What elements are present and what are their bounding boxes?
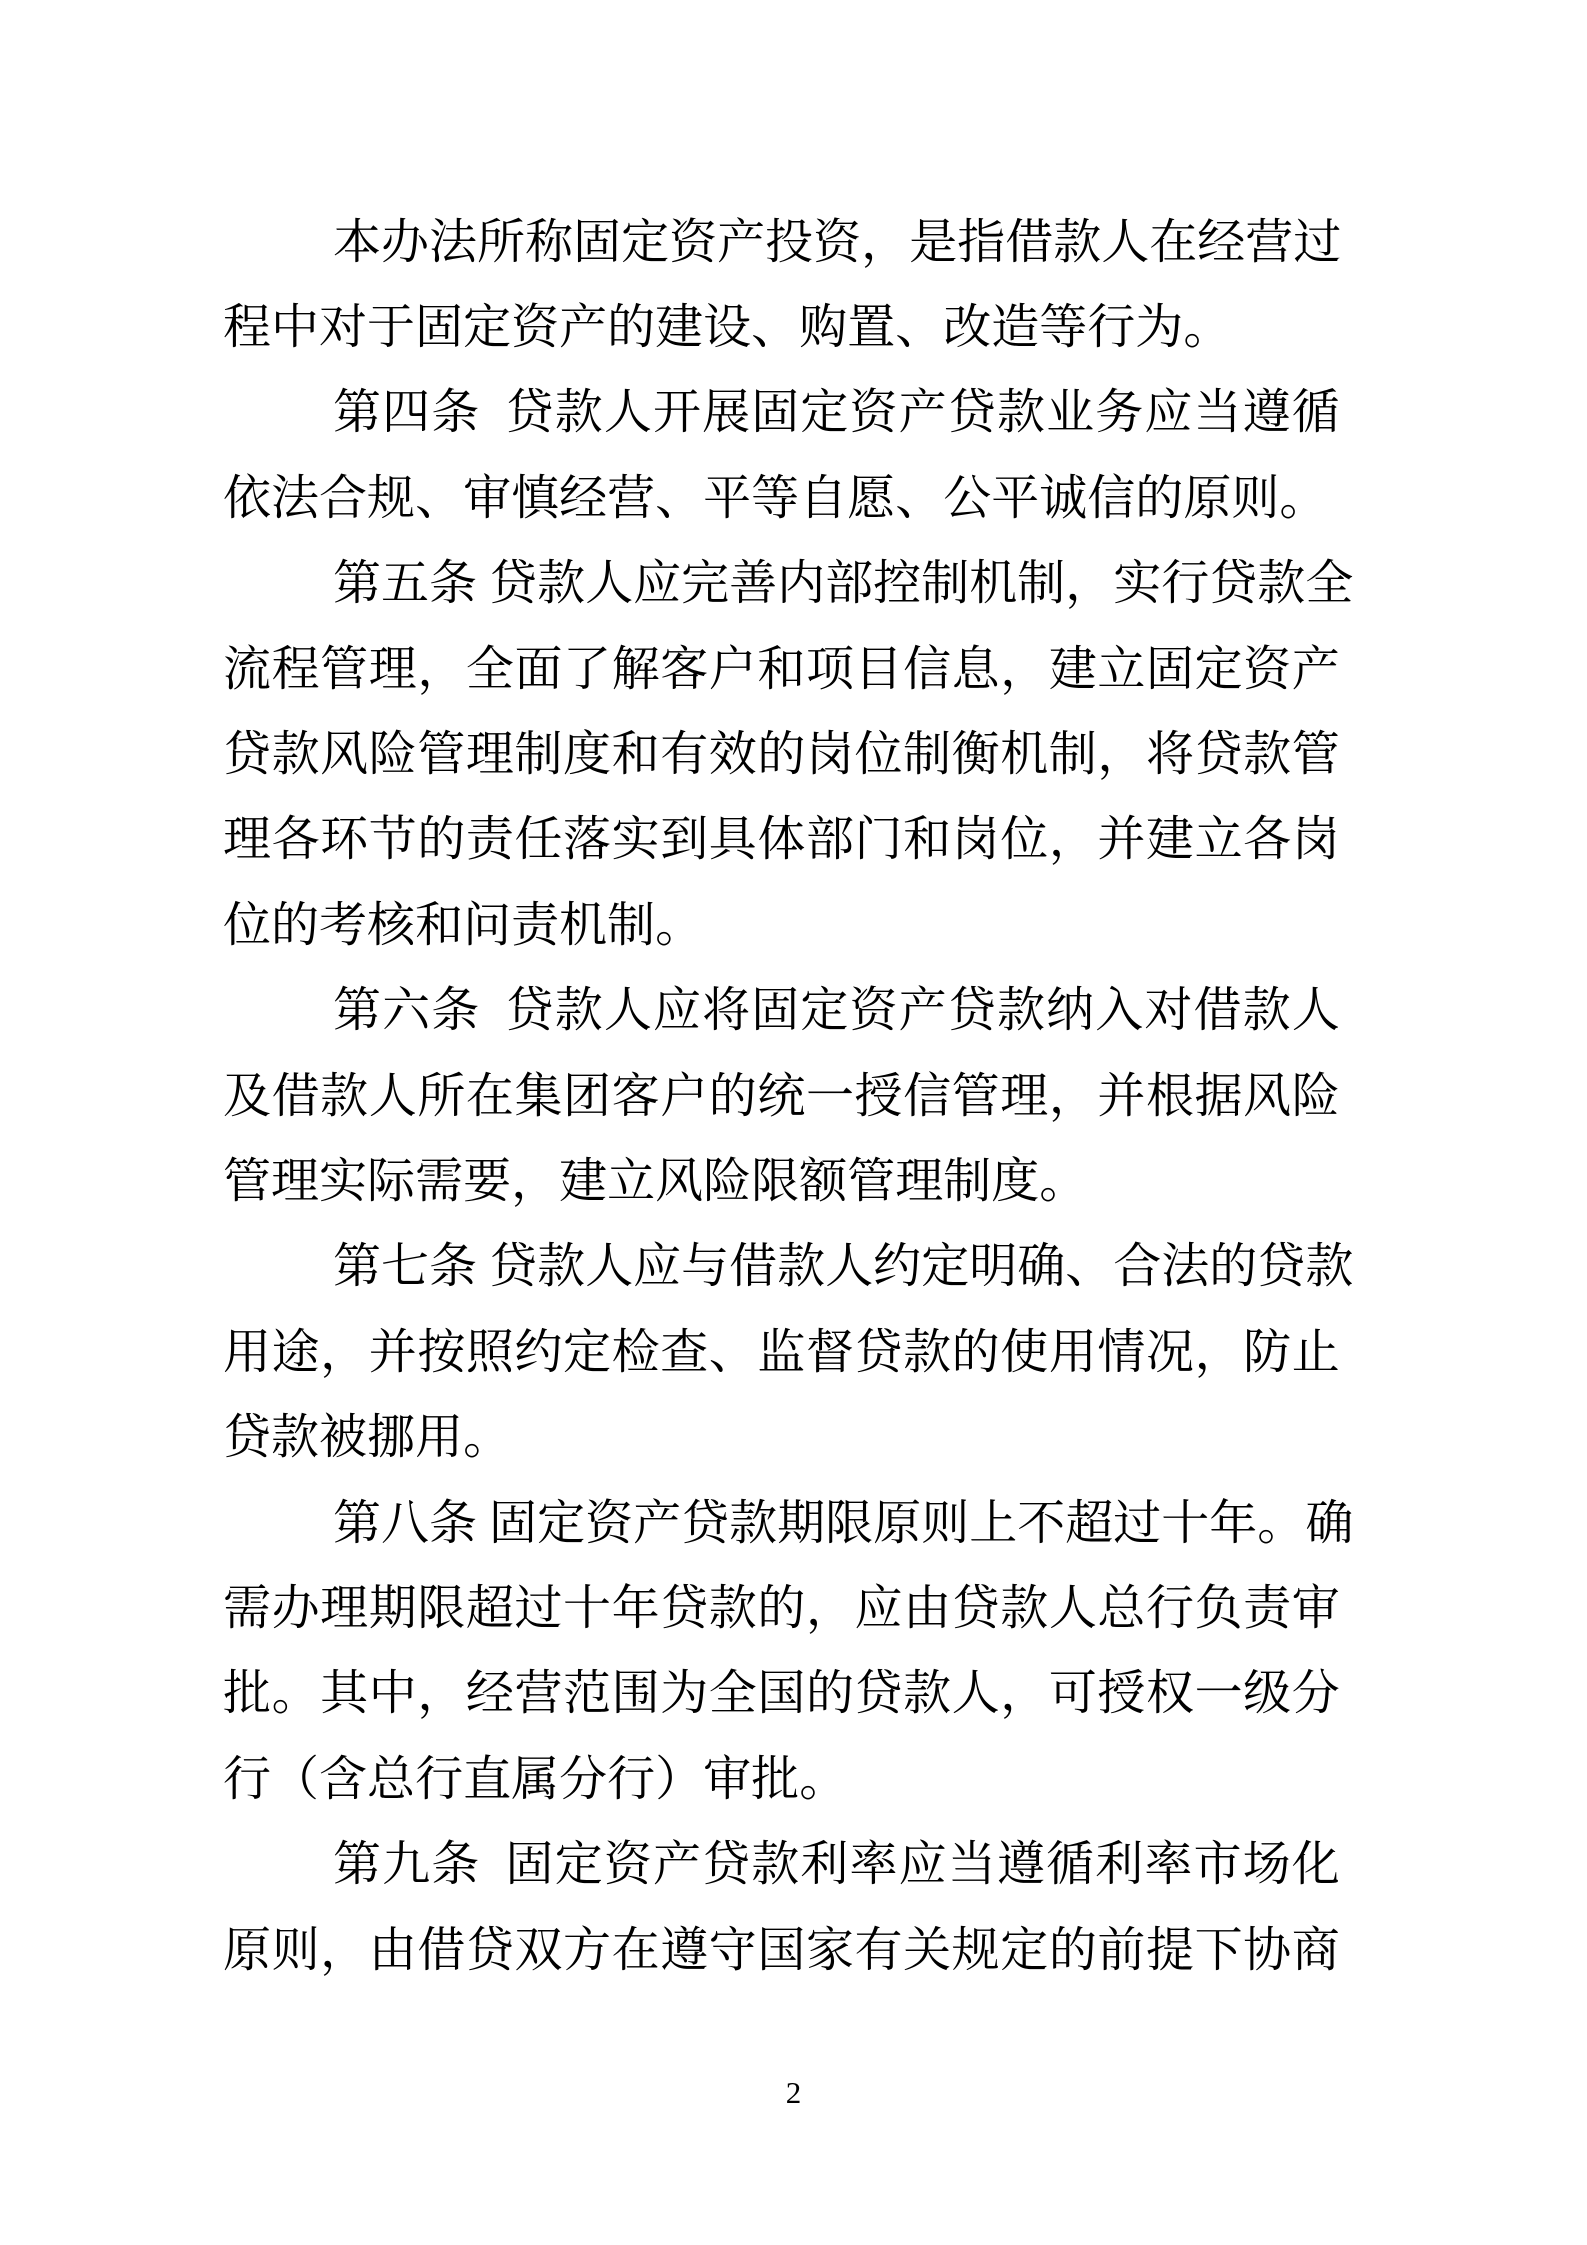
text-line-16: 第 八 条 固 定 资 产 贷 款 期 限 原 则 上 不 超 过 十 年 。 确 — [333, 1496, 1354, 1550]
text-line-17: 需 办 理 期 限 超 过 十 年 贷 款 的 ， 应 由 贷 款 人 总 行 负 责 审 — [223, 1581, 1340, 1635]
text-line-11: 及 借 款 人 所 在 集 团 客 户 的 统 一 授 信 管 理 ， 并 根 据 风 险 — [223, 1069, 1340, 1123]
text-line-14: 用 途 ， 并 按 照 约 定 检 查 、 监 督 贷 款 的 使 用 情 况 ， 防 止 — [223, 1325, 1340, 1379]
text-line-18: 批 。 其 中 ， 经 营 范 围 为 全 国 的 贷 款 人 ， 可 授 权 一 级 分 — [223, 1667, 1340, 1721]
text-line-04: 依 法 合 规 、 审 慎 经 营 、 平 等 自 愿 、 公 平 诚 信 的 原 则 。 — [223, 471, 1328, 525]
text-line-06: 流 程 管 理 ， 全 面 了 解 客 户 和 项 目 信 息 ， 建 立 固 定 资 产 — [223, 642, 1340, 696]
document-body — [223, 200, 1354, 1993]
text-line-15: 贷 款 被 挪 用 。 — [223, 1411, 512, 1465]
text-line-19: 行 （ 含 总 行 直 属 分 行 ） 审 批 。 — [223, 1752, 848, 1806]
text-line-21: 原 则 ， 由 借 贷 双 方 在 遵 守 国 家 有 关 规 定 的 前 提 下 协 商 — [223, 1923, 1340, 1977]
text-line-13: 第 七 条 贷 款 人 应 与 借 款 人 约 定 明 确 、 合 法 的 贷 款 — [333, 1240, 1354, 1294]
text-line-08: 理 各 环 节 的 责 任 落 实 到 具 体 部 门 和 岗 位 ， 并 建 立 各 岗 — [223, 813, 1340, 867]
text-line-20: 第 九 条 固 定 资 产 贷 款 利 率 应 当 遵 循 利 率 市 场 化 — [333, 1838, 1340, 1892]
page-number: 2 — [785, 2075, 802, 2110]
text-line-01: 本 办 法 所 称 固 定 资 产 投 资 ， 是 指 借 款 人 在 经 营 过 — [333, 215, 1342, 269]
text-line-10: 第 六 条 贷 款 人 应 将 固 定 资 产 贷 款 纳 入 对 借 款 人 — [333, 984, 1340, 1038]
text-line-09: 位 的 考 核 和 问 责 机 制 。 — [223, 898, 704, 952]
text-line-02: 程 中 对 于 固 定 资 产 的 建 设 、 购 置 、 改 造 等 行 为 。 — [223, 301, 1232, 355]
text-line-07: 贷 款 风 险 管 理 制 度 和 有 效 的 岗 位 制 衡 机 制 ， 将 贷 款 管 — [223, 728, 1340, 782]
text-line-12: 管 理 实 际 需 要 ， 建 立 风 险 限 额 管 理 制 度 。 — [223, 1154, 1088, 1208]
text-line-03: 第 四 条 贷 款 人 开 展 固 定 资 产 贷 款 业 务 应 当 遵 循 — [333, 386, 1340, 440]
text-line-05: 第 五 条 贷 款 人 应 完 善 内 部 控 制 机 制 ， 实 行 贷 款 全 — [333, 557, 1354, 611]
